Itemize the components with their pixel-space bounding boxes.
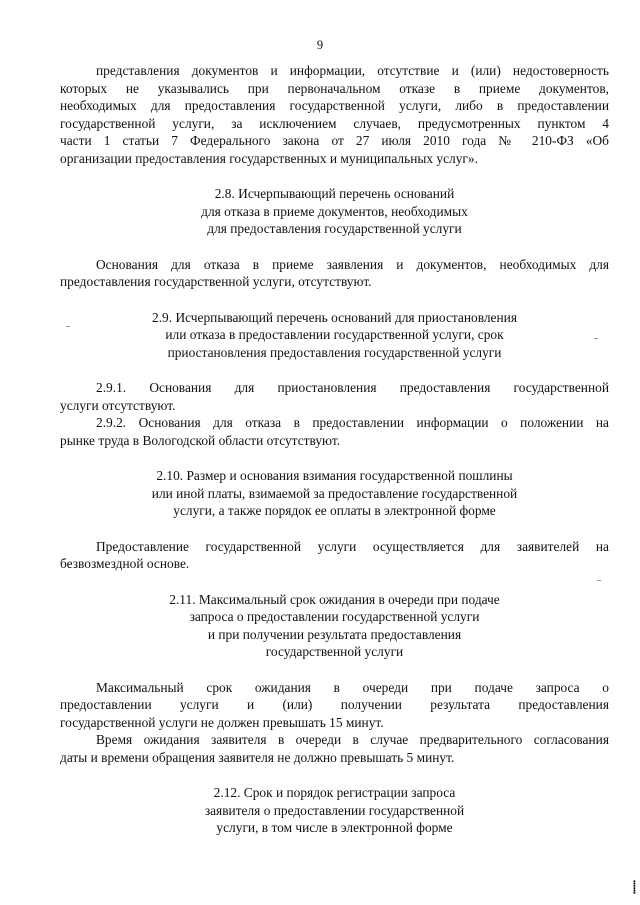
heading-line: 2.9. Исчерпывающий перечень оснований для приостановления bbox=[152, 309, 517, 325]
heading-line: 2.11. Максимальный срок ожидания в очереди при подаче bbox=[169, 591, 500, 607]
paragraph-2-8 bbox=[60, 256, 609, 291]
paragraph-2-11-b bbox=[60, 731, 609, 766]
text-line: даты и времени обращения заявителя не должно превышать 5 минут. bbox=[60, 749, 455, 765]
section-heading-2-10 bbox=[60, 467, 609, 520]
paragraph-continuation bbox=[60, 62, 609, 167]
section-heading-2-12 bbox=[60, 784, 609, 837]
text-line: безвозмездной основе. bbox=[60, 556, 190, 571]
heading-line: для предоставления государственной услуги bbox=[207, 221, 462, 236]
heading-line: государственной услуги bbox=[265, 644, 404, 659]
text-line: государственной услуги не должен превышать 15 минут. bbox=[60, 714, 384, 730]
text-line: которых не указывались при первоначальном отказе в приеме документов, bbox=[60, 80, 609, 96]
text-line: части 1 статьи 7 Федерального закона от 27 июля 2010 года № 210-ФЗ «Об bbox=[60, 133, 609, 148]
text-line: рынке труда в Вологодской области отсутствуют. bbox=[60, 432, 341, 448]
heading-line: или отказа в предоставлении государственной услуги, срок bbox=[165, 327, 504, 342]
scan-edge-mark: ⸽ bbox=[632, 880, 636, 894]
text-line: услуги отсутствуют. bbox=[60, 397, 176, 413]
heading-line: для отказа в приеме документов, необходимых bbox=[201, 203, 468, 219]
text-line: 2.9.1. Основания для приостановления предоставления государственной bbox=[96, 380, 609, 395]
text-line: Основания для отказа в приеме заявления и документов, необходимых для bbox=[96, 256, 609, 272]
text-line: Предоставление государственной услуги осуществляется для заявителей на bbox=[96, 538, 609, 554]
text-line: Максимальный срок ожидания в очереди при подаче запроса о bbox=[96, 679, 609, 695]
text-line: предоставлении услуги и (или) получении результата предоставления bbox=[60, 697, 609, 712]
document-body bbox=[60, 62, 609, 837]
heading-line: 2.10. Размер и основания взимания государственной пошлины bbox=[156, 468, 513, 483]
paragraph-2-10 bbox=[60, 538, 609, 573]
heading-line: услуги, а также порядок ее оплаты в электронной форме bbox=[173, 503, 496, 518]
scan-speck bbox=[594, 338, 598, 339]
text-line: необходимых для предоставления государственной услуги, либо в предоставлении bbox=[60, 98, 609, 113]
heading-line: 2.8. Исчерпывающий перечень оснований bbox=[214, 186, 455, 201]
text-line: Время ожидания заявителя в очереди в случае предварительного согласования bbox=[96, 732, 609, 747]
heading-line: услуги, в том числе в электронной форме bbox=[216, 820, 453, 835]
heading-line: 2.12. Срок и порядок регистрации запроса bbox=[213, 785, 456, 800]
text-line: государственной услуги, за исключением случаев, предусмотренных пунктом 4 bbox=[60, 115, 609, 131]
text-line: организации предоставления государственных и муниципальных услуг». bbox=[60, 150, 478, 166]
heading-line: заявителя о предоставлении государственной bbox=[204, 802, 465, 818]
heading-line: приостановления предоставления государственной услуги bbox=[167, 344, 502, 360]
page-number: 9 bbox=[316, 38, 324, 52]
paragraph-2-9-1 bbox=[60, 379, 609, 414]
text-line: предоставления государственной услуги, отсутствуют. bbox=[60, 274, 372, 289]
text-line: представления документов и информации, отсутствие и (или) недостоверность bbox=[96, 63, 609, 78]
paragraph-2-9-2 bbox=[60, 414, 609, 449]
section-heading-2-8 bbox=[60, 185, 609, 238]
section-heading-2-11 bbox=[60, 591, 609, 661]
scan-speck bbox=[66, 326, 70, 327]
scan-speck bbox=[597, 580, 601, 581]
heading-line: и при получении результата предоставления bbox=[207, 626, 462, 642]
text-line: 2.9.2. Основания для отказа в предоставлении информации о положении на bbox=[96, 415, 609, 430]
heading-line: или иной платы, взимаемой за предоставление государственной bbox=[151, 485, 518, 501]
heading-line: запроса о предоставлении государственной услуги bbox=[189, 609, 480, 624]
paragraph-2-11-a bbox=[60, 679, 609, 732]
section-heading-2-9 bbox=[60, 309, 609, 362]
